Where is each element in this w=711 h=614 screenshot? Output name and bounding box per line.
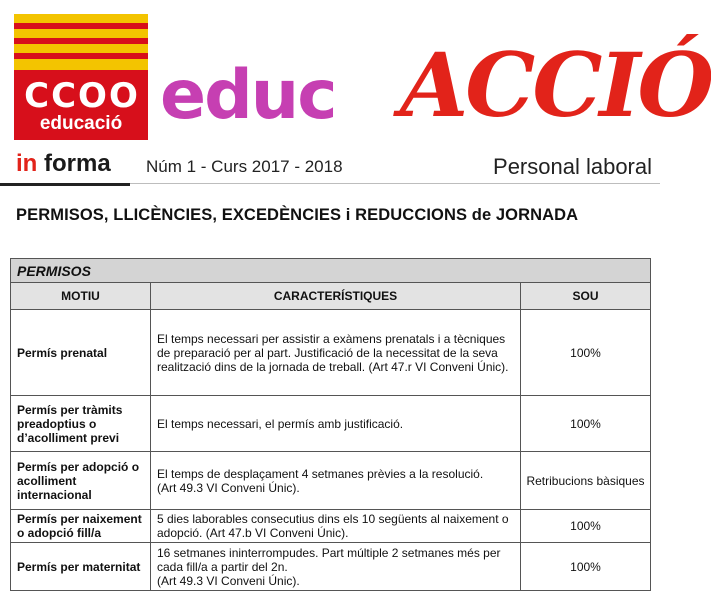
- table-row: [11, 452, 651, 510]
- row-caracteristiques: 16 setmanes ininterrompudes. Part múltiple 2 setmanes més per cada fill/a a partir del 2n.: [157, 545, 501, 574]
- row-article-reference: (Art 49.3 VI Conveni Únic).: [157, 480, 300, 495]
- row-caracteristiques: 5 dies laborables consecutius dins els 10 següents al naixement o adopció. (Art 47.b VI Conveni Únic).: [151, 510, 521, 543]
- ccoo-educacio-logo: [14, 14, 148, 140]
- row-caracteristiques: El temps necessari, el permís amb justificació.: [151, 396, 521, 452]
- staff-type: Personal laboral: [493, 154, 652, 179]
- row-caracteristiques: El temps necessari per assistir a exàmens prenatals i a tècniques de preparació per al part. Justificació de la necessitat de la seva realització dins de la jornada de treball. (Art 47.r VI Conveni Únic).: [151, 310, 521, 396]
- row-sou: 100%: [521, 510, 651, 543]
- section-heading: PERMISOS: [11, 259, 651, 283]
- row-caracteristiques: El temps de desplaçament 4 setmanes prèvies a la resolució.: [157, 466, 484, 481]
- column-header-motiu: MOTIU: [11, 283, 151, 310]
- row-sou: 100%: [521, 396, 651, 452]
- table-row: [11, 543, 651, 591]
- row-caracteristiques-cell: [151, 452, 521, 510]
- informa-prefix: in: [16, 150, 38, 177]
- informa-suffix: forma: [44, 150, 111, 177]
- row-motiu: Permís prenatal: [11, 310, 151, 396]
- row-motiu: Permís per adopció o acolliment internacional: [11, 452, 151, 510]
- row-sou: 100%: [521, 310, 651, 396]
- table-row: [11, 310, 651, 396]
- table-row: [11, 510, 651, 543]
- column-header-sou: SOU: [521, 283, 651, 310]
- row-motiu: Permís per maternitat: [11, 543, 151, 591]
- logo-stripes: [14, 14, 148, 70]
- table-row: [11, 396, 651, 452]
- document-title: PERMISOS, LLICÈNCIES, EXCEDÈNCIES i REDUCCIONS de JORNADA: [16, 206, 579, 224]
- row-sou: Retribucions bàsiques: [521, 452, 651, 510]
- column-header-caracteristiques: CARACTERÍSTIQUES: [151, 283, 521, 310]
- row-motiu: Permís per tràmits preadoptius o d’acolliment previ: [11, 396, 151, 452]
- header-divider-accent: [0, 183, 130, 186]
- brand-educ: educ: [160, 56, 336, 135]
- row-article-reference: (Art 49.3 VI Conveni Únic).: [157, 573, 300, 588]
- brand-accio: ACCIÓ: [400, 33, 711, 137]
- logo-educacio-text: educació: [39, 113, 123, 134]
- logo-ccoo-text: CCOO: [24, 76, 140, 116]
- issue-number: Núm 1 - Curs 2017 - 2018: [146, 157, 343, 176]
- row-caracteristiques-cell: [151, 543, 521, 591]
- row-sou: 100%: [521, 543, 651, 591]
- row-motiu: Permís per naixement o adopció fill/a: [11, 510, 151, 543]
- column-header-row: [11, 283, 651, 310]
- permisos-table: [10, 258, 651, 591]
